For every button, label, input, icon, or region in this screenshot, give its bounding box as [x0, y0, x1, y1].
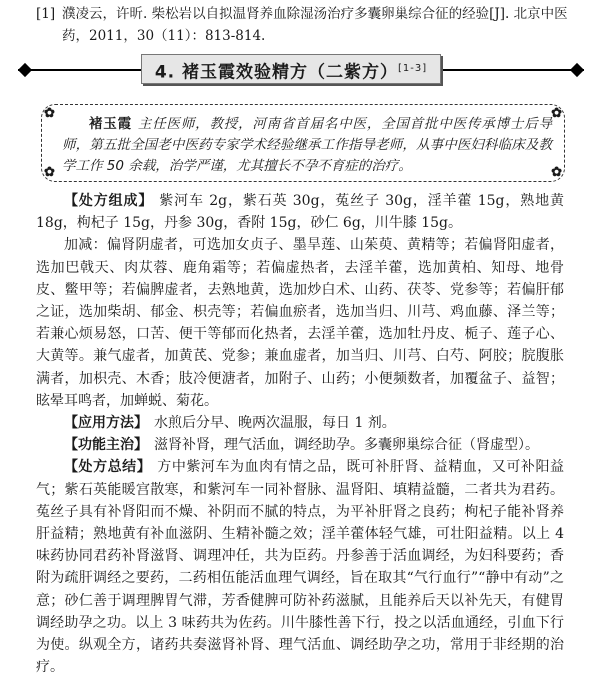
diamond-ornament-icon [18, 63, 32, 77]
modification-text: 加减：偏肾阴虚者，可选加女贞子、墨旱莲、山茱萸、黄精等；若偏肾阳虚者，选加巴戟天、肉苁蓉、鹿角霜等；若偏虚热者，去淫羊藿，选加黄柏、知母、地骨皮、鳖甲等；若偏脾虚者，去熟地黄，选加炒白术、山药、茯苓、党参等；若偏肝郁之证，选加柴胡、郁金、枳壳等；若偏血瘀者，选加当归、川芎、鸡血藤、泽兰等；若兼心烦易怒，口苦、便干等郁而化热者，去淫羊藿，选加牡丹皮、栀子、莲子心、大黄等。兼气虚者，加黄芪、党参；兼血虚者，加当归、川芎、白芍、阿胶；脘腹胀满者，加枳壳、木香；肢冷便溏者，加附子、山药；小便频数者，加覆盆子、益智；眩晕耳鸣者，加蝉蜕、菊花。 [36, 237, 564, 409]
usage-label: 【应用方法】 [64, 415, 148, 432]
composition-label: 【处方组成】 [64, 193, 154, 209]
section-title-text: 4. 褚玉霞效验精方（二紫方） [154, 62, 399, 83]
doctor-profile-box [41, 104, 565, 182]
corner-ornament-icon: ✿ [44, 106, 55, 121]
usage-paragraph [36, 412, 564, 434]
summary-label: 【处方总结】 [64, 459, 152, 476]
composition-text: 紫河车 2g，紫石英 30g，菟丝子 30g，淫羊藿 15g，熟地黄 18g，枸杞子 15g，丹参 30g，香附 15g，砂仁 6g，川牛膝 15g。 [36, 193, 564, 232]
function-paragraph [36, 434, 564, 456]
doctor-name: 褚玉霞 [89, 116, 132, 132]
corner-ornament-icon: ✿ [551, 165, 562, 180]
prescription-body [36, 190, 564, 678]
usage-text: 水煎后分早、晚两次温服，每日 1 剂。 [154, 415, 396, 432]
profile-description: 主任医师，教授，河南省首届名中医，全国首批中医传承博士后导师，第五批全国老中医药专家学术经验继承工作指导老师，从事中医妇科临床及教学工作 50 余载，治学严谨，尤其擅长不孕不育症的治疗。 [62, 116, 553, 174]
reference-text: 濮凌云，许昕. 柴松岩以自拟温肾养血除湿汤治疗多囊卵巢综合征的经验[J]. 北京中医药，2011，30（11）：813-814. [62, 6, 568, 44]
function-label: 【功能主治】 [64, 437, 148, 454]
modification-paragraph [36, 234, 564, 412]
summary-text: 方中紫河车为血肉有情之品，既可补肝肾、益精血，又可补阳益气；紫石英能暖宫散寒，和紫河车一同补督脉、温肾阳、填精益髓，二者共为君药。菟丝子具有补肾阳而不燥、补阴而不腻的特点，为平补肝肾之良药；枸杞子能补肾养肝益精；熟地黄有补血滋阴、生精补髓之效；淫羊藿体轻气雄，可壮阳益精。以上 4 味药协同君药补肾滋肾、调理冲任，共为臣药。丹参善于活血调经，为妇科要药；香附为疏肝调经之要药，二药相伍能活血理气调经，旨在取其“气行血行”“静中有动”之意；砂仁善于调理脾胃气滞，芳香健脾可防补药滋腻，且能养后天以补先天，有健胃调经助孕之功。以上 3 味药共为佐药。川牛膝性善下行，投之以活血通经，引血下行为使。纵观全方，诸药共奏滋肾补肾、理气活血、调经助孕之功，常用于非经期的治疗。 [36, 459, 565, 676]
section-citation: [1-3] [398, 63, 428, 74]
diamond-ornament-icon [570, 63, 584, 77]
section-title-box [141, 54, 441, 84]
profile-text [62, 114, 552, 177]
function-text: 滋肾补肾，理气活血，调经助孕。多囊卵巢综合征（肾虚型）。 [154, 437, 539, 454]
corner-ornament-icon: ✿ [44, 165, 55, 180]
composition-paragraph [36, 190, 564, 234]
reference-number: [1] [36, 6, 56, 22]
section-banner [18, 50, 584, 90]
corner-ornament-icon: ✿ [551, 106, 562, 121]
reference-entry [36, 3, 590, 47]
section-title [142, 55, 440, 87]
summary-paragraph [36, 456, 564, 678]
